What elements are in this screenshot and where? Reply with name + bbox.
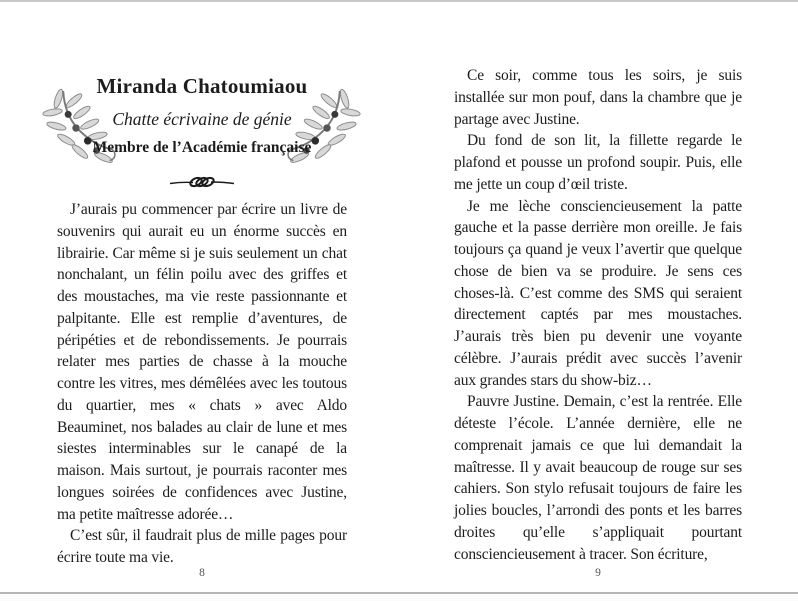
paragraph: J’aurais pu commencer par écrire un livre de souvenirs qui aurait eu un énorme succès en librairie. Car même si je suis seulement un chat nonchalant, un félin poilu avec des griffes et des moustaches, ma vie reste passionnante et palpitante. Elle est remplie d’aventures, de péripéties et de rebondissements. Je pourrais relater mes parties de chasse à la mouche contre les vitres, mes démêlées avec les toutous du quartier, mes « chats » avec Aldo Beauminet, nos balades au clair de lune et mes siestes interminables sur le canapé de la maison. Mais surtout, je pourrais raconter mes longues soirées de confidences avec Justine, ma petite maîtresse adorée… (57, 201, 347, 523)
left-page-text (57, 199, 347, 569)
paragraph: Ce soir, comme tous les soirs, je suis installée sur mon pouf, dans la chambre que je partage avec Justine. (454, 67, 742, 128)
right-page-text (454, 65, 742, 565)
author-role: Chatte écrivaine de génie (112, 109, 292, 129)
rope-twist-divider-icon (169, 173, 235, 191)
paragraph: Pauvre Justine. Demain, c’est la rentrée. Elle déteste l’école. L’année dernière, elle ne comprenait jamais ce que lui demandait la maîtresse. Il y avait beaucoup de rouge sur ses cahiers. Son stylo refusait toujours de faire les jolies boucles, l’arrondi des ponts et les barres droites qu’elle s’appliquait pourtant consciencieusement à tracer. Son écriture, (454, 393, 742, 563)
bottom-edge-strip (0, 594, 798, 601)
page-left (57, 0, 347, 601)
paragraph: Je me lèche consciencieusement la patte gauche et la passe derrière mon oreille. Je fais toujours ça quand je veux l’avertir que quelque chose de bien va se produire. Je sens ces choses-là. C’est comme des SMS qui seraient directement captés par mes moustaches. J’aurais très bien pu devenir une voyante célèbre. J’aurais prédit avec succès l’avenir aux grandes stars du show-biz… (454, 197, 742, 389)
author-membership: Membre de l’Académie française (92, 139, 312, 156)
paragraph: C’est sûr, il faudrait plus de mille pages pour écrire toute ma vie. (57, 527, 347, 566)
paragraph: Du fond de son lit, la fillette regarde le plafond et pousse un profond soupir. Puis, elle me jette un coup d’œil triste. (454, 132, 742, 193)
page-number-left: 8 (199, 567, 205, 579)
page-right (454, 0, 742, 601)
author-name: Miranda Chatoumiaou (96, 74, 308, 98)
page-number-right: 9 (595, 567, 601, 579)
